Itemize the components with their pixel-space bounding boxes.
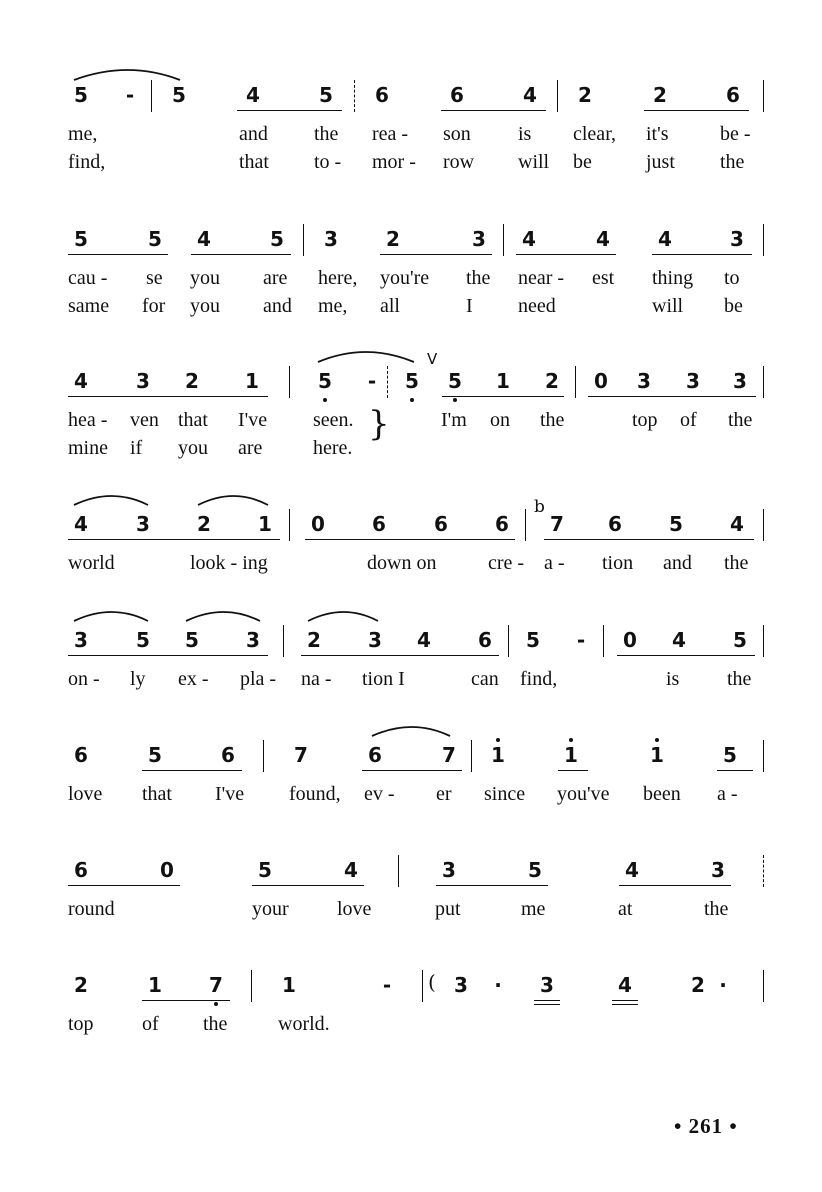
underline — [442, 396, 564, 397]
lyric: row — [443, 151, 475, 173]
lyric: to - — [314, 151, 342, 173]
lyric: ex - — [178, 668, 209, 690]
underline — [301, 655, 499, 656]
octave-dot — [496, 738, 500, 742]
underline — [68, 655, 268, 656]
note: 4 — [730, 512, 744, 536]
underline — [380, 254, 492, 255]
flat-sign: b — [534, 497, 545, 517]
note: 5 — [528, 858, 542, 882]
note: 3 — [442, 858, 456, 882]
note: 1 — [496, 369, 510, 393]
barline — [575, 366, 576, 398]
lyric: that — [239, 151, 269, 173]
underline — [362, 770, 462, 771]
lyric: same — [68, 295, 110, 317]
lyric: mine — [68, 437, 108, 459]
lyric: the — [727, 668, 752, 690]
slur — [72, 491, 152, 509]
barline — [557, 80, 558, 112]
lyric: that — [142, 783, 172, 805]
lyric: are — [263, 267, 288, 289]
lyric: na - — [301, 668, 332, 690]
note: 6 — [221, 743, 235, 767]
lyric: since — [484, 783, 526, 805]
octave-dot — [323, 398, 327, 402]
lyric: tion — [602, 552, 634, 574]
note: 6 — [495, 512, 509, 536]
note: 0 — [594, 369, 608, 393]
note: 3 — [637, 369, 651, 393]
underline — [612, 1004, 638, 1005]
note: - — [367, 369, 377, 393]
note: 6 — [450, 83, 464, 107]
lyric: rea - — [372, 123, 409, 145]
note: 4 — [74, 512, 88, 536]
note: 2 — [545, 369, 559, 393]
lyric: a - — [544, 552, 565, 574]
note: 2 — [578, 83, 592, 107]
lyric: find, — [68, 151, 106, 173]
note: 5 — [733, 628, 747, 652]
octave-dot — [453, 398, 457, 402]
lyric: I'm — [441, 409, 467, 431]
note: 2 — [307, 628, 321, 652]
barline — [263, 740, 264, 772]
system-1 — [0, 76, 822, 186]
lyric: will — [518, 151, 550, 173]
lyric: are — [238, 437, 263, 459]
lyric: tion I — [362, 668, 405, 690]
barline — [354, 80, 355, 112]
note: 6 — [478, 628, 492, 652]
note: 2 — [185, 369, 199, 393]
lyric: need — [518, 295, 556, 317]
note: 3 — [454, 973, 468, 997]
note: 5 — [270, 227, 284, 251]
lyric: and — [239, 123, 268, 145]
barline — [471, 740, 472, 772]
lyric: on — [490, 409, 510, 431]
note: 1 — [245, 369, 259, 393]
barline — [603, 625, 604, 657]
lyric: pla - — [240, 668, 277, 690]
lyric: can — [471, 668, 499, 690]
note: 3 — [368, 628, 382, 652]
lyric: here. — [313, 437, 353, 459]
lyric: cre - — [488, 552, 525, 574]
lyric: hea - — [68, 409, 108, 431]
lyric: love — [68, 783, 103, 805]
octave-dot — [214, 1002, 218, 1006]
barline — [763, 855, 764, 887]
lyric: mor - — [372, 151, 416, 173]
note: 3 — [730, 227, 744, 251]
note: 3 — [324, 227, 338, 251]
note: 4 — [417, 628, 431, 652]
note: 4 — [596, 227, 610, 251]
lyric: the — [203, 1013, 228, 1035]
note: 6 — [726, 83, 740, 107]
lyric: is — [666, 668, 680, 690]
brace: } — [368, 404, 390, 444]
lyric: me, — [68, 123, 98, 145]
slur — [184, 607, 264, 625]
note: 3 — [136, 512, 150, 536]
note: 3 — [686, 369, 700, 393]
slur — [316, 348, 418, 366]
note: 5 — [258, 858, 272, 882]
system-5 — [0, 621, 822, 731]
barline — [763, 366, 764, 398]
system-4 — [0, 497, 822, 615]
note: 5 — [172, 83, 186, 107]
lyric: the — [704, 898, 729, 920]
lyric: of — [142, 1013, 159, 1035]
note: 7 — [209, 973, 223, 997]
lyric: at — [618, 898, 633, 920]
slur — [370, 722, 454, 740]
underline — [436, 885, 548, 886]
underline — [617, 655, 755, 656]
underline — [612, 1000, 638, 1001]
lyric: you've — [557, 783, 610, 805]
note: 0 — [623, 628, 637, 652]
note: 5 — [74, 83, 88, 107]
lyric: be — [724, 295, 743, 317]
lyric: will — [652, 295, 684, 317]
note: 7 — [294, 743, 308, 767]
lyric: I've — [215, 783, 245, 805]
barline — [387, 366, 388, 398]
note: 2 — [653, 83, 667, 107]
lyric: the — [728, 409, 753, 431]
lyric: look - ing — [190, 552, 268, 574]
note: 5 — [185, 628, 199, 652]
note: · — [494, 973, 502, 997]
note: 2 — [691, 973, 705, 997]
note: 4 — [618, 973, 632, 997]
system-7 — [0, 851, 822, 961]
lyric: for — [142, 295, 166, 317]
lyric: your — [252, 898, 289, 920]
lyric: son — [443, 123, 471, 145]
note: 2 — [74, 973, 88, 997]
underline — [252, 885, 364, 886]
barline — [525, 509, 526, 541]
barline — [763, 509, 764, 541]
lyric: the — [314, 123, 339, 145]
note: 3 — [246, 628, 260, 652]
slur — [72, 607, 152, 625]
octave-dot — [655, 738, 659, 742]
underline — [534, 1004, 560, 1005]
underline — [68, 254, 168, 255]
note: 5 — [526, 628, 540, 652]
barline — [289, 366, 290, 398]
underline — [544, 539, 754, 540]
underline — [588, 396, 756, 397]
barline — [151, 80, 152, 112]
note: 5 — [319, 83, 333, 107]
note: 6 — [372, 512, 386, 536]
note: 1 — [148, 973, 162, 997]
system-2 — [0, 220, 822, 330]
underline — [142, 1000, 230, 1001]
lyric: ly — [130, 668, 146, 690]
note: · — [719, 973, 727, 997]
underline — [534, 1000, 560, 1001]
note: 1 — [564, 743, 578, 767]
barline — [763, 625, 764, 657]
lyric: ven — [130, 409, 159, 431]
note: 4 — [74, 369, 88, 393]
barline — [289, 509, 290, 541]
barline — [283, 625, 284, 657]
note: 5 — [136, 628, 150, 652]
lyric: just — [646, 151, 675, 173]
page-number: • 261 • — [674, 1114, 738, 1138]
lyric: put — [435, 898, 461, 920]
lyric: is — [518, 123, 532, 145]
lyric: top — [632, 409, 658, 431]
lyric: down on — [367, 552, 437, 574]
underline — [305, 539, 515, 540]
lyric: been — [643, 783, 681, 805]
system-3 — [0, 350, 822, 472]
underline — [68, 396, 268, 397]
note: 6 — [375, 83, 389, 107]
barline — [398, 855, 399, 887]
lyric: be - — [720, 123, 751, 145]
lyric: you — [190, 295, 220, 317]
lyric: world — [68, 552, 115, 574]
note: 4 — [522, 227, 536, 251]
note: 5 — [318, 369, 332, 393]
note: 5 — [74, 227, 88, 251]
lyric: that — [178, 409, 208, 431]
barline — [763, 80, 764, 112]
note: 4 — [344, 858, 358, 882]
slur — [196, 491, 272, 509]
lyric: of — [680, 409, 697, 431]
underline — [68, 539, 280, 540]
note: 5 — [723, 743, 737, 767]
underline — [516, 254, 616, 255]
note: 4 — [625, 858, 639, 882]
lyric: seen. — [313, 409, 354, 431]
note: 1 — [491, 743, 505, 767]
note: 1 — [258, 512, 272, 536]
note: 4 — [672, 628, 686, 652]
underline — [619, 885, 731, 886]
lyric: found, — [289, 783, 341, 805]
note: - — [576, 628, 586, 652]
lyric: you — [178, 437, 208, 459]
underline — [441, 110, 546, 111]
lyric: thing — [652, 267, 694, 289]
barline — [763, 970, 764, 1002]
lyric: se — [146, 267, 163, 289]
note: 5 — [148, 743, 162, 767]
note: 5 — [405, 369, 419, 393]
lyric: to — [724, 267, 740, 289]
note: 3 — [472, 227, 486, 251]
lyric: cau - — [68, 267, 108, 289]
lyric: clear, — [573, 123, 617, 145]
note: 6 — [74, 743, 88, 767]
lyric: and — [663, 552, 692, 574]
note: 5 — [148, 227, 162, 251]
barline — [303, 224, 304, 256]
underline — [652, 254, 752, 255]
lyric: er — [436, 783, 452, 805]
barline — [508, 625, 509, 657]
lyric: world. — [278, 1013, 330, 1035]
system-6 — [0, 736, 822, 846]
barline — [422, 970, 423, 1002]
lyric: ev - — [364, 783, 395, 805]
lyric: I've — [238, 409, 268, 431]
underline — [237, 110, 342, 111]
lyric: est — [592, 267, 615, 289]
lyric: the — [724, 552, 749, 574]
lyric: me — [521, 898, 546, 920]
lyric: it's — [646, 123, 669, 145]
lyric: and — [263, 295, 292, 317]
note: 5 — [669, 512, 683, 536]
note: 0 — [160, 858, 174, 882]
underline — [717, 770, 753, 771]
lyric: near - — [518, 267, 565, 289]
note: 4 — [197, 227, 211, 251]
note: 6 — [74, 858, 88, 882]
note: 2 — [197, 512, 211, 536]
note: 6 — [434, 512, 448, 536]
slur — [306, 607, 382, 625]
lyric: be — [573, 151, 592, 173]
note: 3 — [540, 973, 554, 997]
lyric: you — [190, 267, 220, 289]
underline — [644, 110, 749, 111]
barline — [503, 224, 504, 256]
note: 1 — [282, 973, 296, 997]
note: 4 — [658, 227, 672, 251]
octave-dot — [410, 398, 414, 402]
note: 1 — [650, 743, 664, 767]
note: 2 — [386, 227, 400, 251]
system-8 — [0, 966, 822, 1076]
note: 6 — [608, 512, 622, 536]
note: - — [382, 973, 392, 997]
underline — [68, 885, 180, 886]
note: 7 — [442, 743, 456, 767]
lyric: all — [380, 295, 400, 317]
lyric: on - — [68, 668, 100, 690]
note: 4 — [246, 83, 260, 107]
lyric: the — [720, 151, 745, 173]
barline — [763, 224, 764, 256]
lyric: a - — [717, 783, 738, 805]
lyric: love — [337, 898, 372, 920]
lyric: the — [540, 409, 565, 431]
lyric: I — [466, 295, 473, 317]
lyric: me, — [318, 295, 348, 317]
open-paren: ( — [428, 970, 436, 994]
note: 3 — [733, 369, 747, 393]
note: 0 — [311, 512, 325, 536]
lyric: you're — [380, 267, 430, 289]
breath-mark: V — [427, 350, 438, 368]
lyric: here, — [318, 267, 358, 289]
barline — [251, 970, 252, 1002]
note: 3 — [136, 369, 150, 393]
lyric: top — [68, 1013, 94, 1035]
note: 4 — [523, 83, 537, 107]
underline — [191, 254, 291, 255]
lyric: find, — [520, 668, 558, 690]
lyric: the — [466, 267, 491, 289]
underline — [142, 770, 242, 771]
note: - — [125, 83, 135, 107]
note: 3 — [711, 858, 725, 882]
note: 6 — [368, 743, 382, 767]
note: 3 — [74, 628, 88, 652]
underline — [558, 770, 588, 771]
note: 5 — [448, 369, 462, 393]
lyric: if — [130, 437, 143, 459]
octave-dot — [569, 738, 573, 742]
barline — [763, 740, 764, 772]
lyric: round — [68, 898, 115, 920]
note: 7 — [550, 512, 564, 536]
